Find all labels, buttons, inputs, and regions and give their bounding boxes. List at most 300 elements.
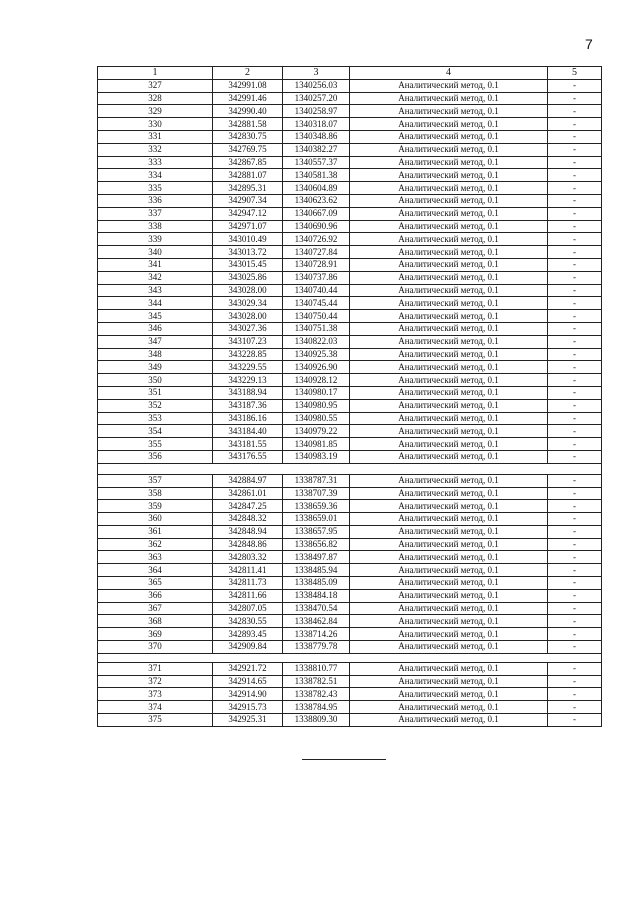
cell-coord-y: 1340822.03 bbox=[283, 335, 350, 348]
table-row bbox=[98, 220, 602, 233]
group-separator-cell bbox=[98, 653, 602, 662]
table-row bbox=[98, 714, 602, 727]
cell-method-accuracy: Аналитический метод, 0.1 bbox=[350, 412, 548, 425]
group-separator-row bbox=[98, 653, 602, 662]
cell-method-accuracy: Аналитический метод, 0.1 bbox=[350, 258, 548, 271]
cell-note: - bbox=[548, 79, 602, 92]
cell-note: - bbox=[548, 130, 602, 143]
cell-note: - bbox=[548, 714, 602, 727]
cell-note: - bbox=[548, 438, 602, 451]
cell-coord-y: 1338657.95 bbox=[283, 525, 350, 538]
cell-point-number: 368 bbox=[98, 615, 213, 628]
cell-method-accuracy: Аналитический метод, 0.1 bbox=[350, 688, 548, 701]
table-row bbox=[98, 641, 602, 654]
table-header bbox=[98, 67, 602, 80]
cell-point-number: 373 bbox=[98, 688, 213, 701]
cell-coord-x: 342971.07 bbox=[213, 220, 283, 233]
cell-coord-y: 1338714.26 bbox=[283, 628, 350, 641]
cell-method-accuracy: Аналитический метод, 0.1 bbox=[350, 641, 548, 654]
cell-coord-x: 343229.13 bbox=[213, 374, 283, 387]
cell-point-number: 346 bbox=[98, 322, 213, 335]
cell-note: - bbox=[548, 105, 602, 118]
cell-method-accuracy: Аналитический метод, 0.1 bbox=[350, 143, 548, 156]
cell-point-number: 354 bbox=[98, 425, 213, 438]
cell-method-accuracy: Аналитический метод, 0.1 bbox=[350, 714, 548, 727]
table-row bbox=[98, 628, 602, 641]
cell-point-number: 361 bbox=[98, 525, 213, 538]
cell-coord-y: 1338470.54 bbox=[283, 602, 350, 615]
cell-coord-x: 343187.36 bbox=[213, 399, 283, 412]
cell-point-number: 345 bbox=[98, 310, 213, 323]
cell-method-accuracy: Аналитический метод, 0.1 bbox=[350, 551, 548, 564]
cell-coord-y: 1338707.39 bbox=[283, 487, 350, 500]
cell-note: - bbox=[548, 322, 602, 335]
table-row bbox=[98, 233, 602, 246]
cell-coord-y: 1338782.43 bbox=[283, 688, 350, 701]
cell-coord-y: 1340348.86 bbox=[283, 130, 350, 143]
cell-note: - bbox=[548, 577, 602, 590]
cell-coord-x: 342881.58 bbox=[213, 118, 283, 131]
cell-coord-x: 342848.94 bbox=[213, 525, 283, 538]
cell-note: - bbox=[548, 513, 602, 526]
table-row bbox=[98, 143, 602, 156]
cell-point-number: 334 bbox=[98, 169, 213, 182]
cell-coord-x: 342807.05 bbox=[213, 602, 283, 615]
cell-coord-y: 1340257.20 bbox=[283, 92, 350, 105]
cell-method-accuracy: Аналитический метод, 0.1 bbox=[350, 425, 548, 438]
cell-point-number: 352 bbox=[98, 399, 213, 412]
group-separator-row bbox=[98, 463, 602, 474]
cell-method-accuracy: Аналитический метод, 0.1 bbox=[350, 513, 548, 526]
cell-coord-y: 1338484.18 bbox=[283, 589, 350, 602]
cell-coord-x: 343015.45 bbox=[213, 258, 283, 271]
cell-coord-y: 1338809.30 bbox=[283, 714, 350, 727]
cell-coord-x: 343010.49 bbox=[213, 233, 283, 246]
cell-point-number: 356 bbox=[98, 450, 213, 463]
cell-coord-x: 342895.31 bbox=[213, 182, 283, 195]
cell-coord-y: 1340256.03 bbox=[283, 79, 350, 92]
cell-note: - bbox=[548, 538, 602, 551]
cell-point-number: 350 bbox=[98, 374, 213, 387]
table-row bbox=[98, 602, 602, 615]
cell-method-accuracy: Аналитический метод, 0.1 bbox=[350, 130, 548, 143]
cell-point-number: 327 bbox=[98, 79, 213, 92]
cell-coord-y: 1340926.90 bbox=[283, 361, 350, 374]
table-row bbox=[98, 662, 602, 675]
cell-coord-y: 1340667.09 bbox=[283, 207, 350, 220]
cell-coord-x: 343028.00 bbox=[213, 284, 283, 297]
cell-point-number: 331 bbox=[98, 130, 213, 143]
table-row bbox=[98, 412, 602, 425]
cell-coord-y: 1340581.38 bbox=[283, 169, 350, 182]
cell-coord-x: 342925.31 bbox=[213, 714, 283, 727]
table-row bbox=[98, 399, 602, 412]
cell-coord-y: 1340980.95 bbox=[283, 399, 350, 412]
cell-coord-x: 342848.32 bbox=[213, 513, 283, 526]
cell-coord-x: 342915.73 bbox=[213, 701, 283, 714]
header-col-2: 2 bbox=[213, 67, 283, 80]
cell-method-accuracy: Аналитический метод, 0.1 bbox=[350, 169, 548, 182]
cell-point-number: 342 bbox=[98, 271, 213, 284]
table-row bbox=[98, 577, 602, 590]
cell-method-accuracy: Аналитический метод, 0.1 bbox=[350, 105, 548, 118]
cell-method-accuracy: Аналитический метод, 0.1 bbox=[350, 500, 548, 513]
table-row bbox=[98, 118, 602, 131]
cell-coord-x: 342811.41 bbox=[213, 564, 283, 577]
cell-coord-y: 1340382.27 bbox=[283, 143, 350, 156]
cell-coord-y: 1340925.38 bbox=[283, 348, 350, 361]
cell-method-accuracy: Аналитический метод, 0.1 bbox=[350, 374, 548, 387]
cell-coord-y: 1338810.77 bbox=[283, 662, 350, 675]
cell-coord-x: 342909.84 bbox=[213, 641, 283, 654]
cell-method-accuracy: Аналитический метод, 0.1 bbox=[350, 322, 548, 335]
cell-note: - bbox=[548, 297, 602, 310]
cell-coord-x: 342921.72 bbox=[213, 662, 283, 675]
table-row bbox=[98, 130, 602, 143]
cell-point-number: 358 bbox=[98, 487, 213, 500]
cell-method-accuracy: Аналитический метод, 0.1 bbox=[350, 628, 548, 641]
cell-note: - bbox=[548, 688, 602, 701]
cell-method-accuracy: Аналитический метод, 0.1 bbox=[350, 675, 548, 688]
cell-point-number: 375 bbox=[98, 714, 213, 727]
cell-coord-y: 1340751.38 bbox=[283, 322, 350, 335]
cell-method-accuracy: Аналитический метод, 0.1 bbox=[350, 474, 548, 487]
cell-coord-y: 1338779.78 bbox=[283, 641, 350, 654]
cell-note: - bbox=[548, 220, 602, 233]
cell-coord-x: 342947.12 bbox=[213, 207, 283, 220]
table-row bbox=[98, 105, 602, 118]
cell-note: - bbox=[548, 156, 602, 169]
cell-method-accuracy: Аналитический метод, 0.1 bbox=[350, 220, 548, 233]
cell-note: - bbox=[548, 662, 602, 675]
table-row bbox=[98, 474, 602, 487]
cell-point-number: 336 bbox=[98, 194, 213, 207]
cell-note: - bbox=[548, 525, 602, 538]
cell-point-number: 349 bbox=[98, 361, 213, 374]
cell-point-number: 333 bbox=[98, 156, 213, 169]
cell-note: - bbox=[548, 374, 602, 387]
cell-note: - bbox=[548, 143, 602, 156]
cell-point-number: 364 bbox=[98, 564, 213, 577]
cell-coord-x: 343181.55 bbox=[213, 438, 283, 451]
cell-method-accuracy: Аналитический метод, 0.1 bbox=[350, 284, 548, 297]
cell-coord-x: 343028.00 bbox=[213, 310, 283, 323]
cell-coord-x: 343029.34 bbox=[213, 297, 283, 310]
header-col-3: 3 bbox=[283, 67, 350, 80]
cell-coord-x: 343184.40 bbox=[213, 425, 283, 438]
cell-method-accuracy: Аналитический метод, 0.1 bbox=[350, 335, 548, 348]
cell-note: - bbox=[548, 641, 602, 654]
cell-note: - bbox=[548, 425, 602, 438]
cell-point-number: 329 bbox=[98, 105, 213, 118]
cell-note: - bbox=[548, 310, 602, 323]
cell-point-number: 360 bbox=[98, 513, 213, 526]
cell-coord-y: 1340740.44 bbox=[283, 284, 350, 297]
cell-point-number: 343 bbox=[98, 284, 213, 297]
table-row bbox=[98, 438, 602, 451]
cell-coord-y: 1338656.82 bbox=[283, 538, 350, 551]
cell-coord-x: 343013.72 bbox=[213, 246, 283, 259]
table-row bbox=[98, 322, 602, 335]
end-divider bbox=[302, 759, 386, 760]
cell-method-accuracy: Аналитический метод, 0.1 bbox=[350, 701, 548, 714]
cell-coord-x: 342884.97 bbox=[213, 474, 283, 487]
cell-coord-y: 1340557.37 bbox=[283, 156, 350, 169]
table-row bbox=[98, 284, 602, 297]
cell-coord-x: 342914.90 bbox=[213, 688, 283, 701]
cell-point-number: 362 bbox=[98, 538, 213, 551]
cell-method-accuracy: Аналитический метод, 0.1 bbox=[350, 386, 548, 399]
cell-point-number: 351 bbox=[98, 386, 213, 399]
table-row bbox=[98, 450, 602, 463]
table-row bbox=[98, 297, 602, 310]
cell-note: - bbox=[548, 246, 602, 259]
table-row bbox=[98, 156, 602, 169]
cell-coord-x: 342881.07 bbox=[213, 169, 283, 182]
cell-note: - bbox=[548, 194, 602, 207]
cell-coord-y: 1340980.55 bbox=[283, 412, 350, 425]
cell-point-number: 348 bbox=[98, 348, 213, 361]
group-separator-cell bbox=[98, 463, 602, 474]
cell-coord-x: 343025.86 bbox=[213, 271, 283, 284]
table-row bbox=[98, 169, 602, 182]
cell-method-accuracy: Аналитический метод, 0.1 bbox=[350, 615, 548, 628]
cell-note: - bbox=[548, 615, 602, 628]
cell-coord-y: 1340728.91 bbox=[283, 258, 350, 271]
cell-point-number: 371 bbox=[98, 662, 213, 675]
cell-coord-x: 342990.40 bbox=[213, 105, 283, 118]
table-row bbox=[98, 688, 602, 701]
cell-point-number: 341 bbox=[98, 258, 213, 271]
cell-coord-x: 342907.34 bbox=[213, 194, 283, 207]
cell-point-number: 372 bbox=[98, 675, 213, 688]
table-row bbox=[98, 513, 602, 526]
cell-coord-x: 342803.32 bbox=[213, 551, 283, 564]
cell-method-accuracy: Аналитический метод, 0.1 bbox=[350, 525, 548, 538]
cell-point-number: 357 bbox=[98, 474, 213, 487]
cell-note: - bbox=[548, 258, 602, 271]
cell-coord-y: 1338462.84 bbox=[283, 615, 350, 628]
cell-point-number: 370 bbox=[98, 641, 213, 654]
cell-note: - bbox=[548, 335, 602, 348]
cell-method-accuracy: Аналитический метод, 0.1 bbox=[350, 233, 548, 246]
cell-note: - bbox=[548, 500, 602, 513]
cell-point-number: 344 bbox=[98, 297, 213, 310]
table-row bbox=[98, 538, 602, 551]
cell-method-accuracy: Аналитический метод, 0.1 bbox=[350, 79, 548, 92]
table-row bbox=[98, 615, 602, 628]
cell-method-accuracy: Аналитический метод, 0.1 bbox=[350, 297, 548, 310]
cell-coord-y: 1338659.01 bbox=[283, 513, 350, 526]
cell-coord-x: 342830.55 bbox=[213, 615, 283, 628]
cell-note: - bbox=[548, 701, 602, 714]
page-number: 7 bbox=[585, 36, 593, 52]
cell-coord-x: 342991.08 bbox=[213, 79, 283, 92]
table-row bbox=[98, 589, 602, 602]
cell-method-accuracy: Аналитический метод, 0.1 bbox=[350, 182, 548, 195]
cell-note: - bbox=[548, 207, 602, 220]
cell-point-number: 330 bbox=[98, 118, 213, 131]
cell-note: - bbox=[548, 271, 602, 284]
cell-point-number: 355 bbox=[98, 438, 213, 451]
cell-coord-y: 1340318.07 bbox=[283, 118, 350, 131]
coordinates-table bbox=[97, 66, 602, 727]
cell-coord-x: 342991.46 bbox=[213, 92, 283, 105]
cell-note: - bbox=[548, 589, 602, 602]
cell-note: - bbox=[548, 92, 602, 105]
cell-note: - bbox=[548, 564, 602, 577]
cell-point-number: 367 bbox=[98, 602, 213, 615]
cell-method-accuracy: Аналитический метод, 0.1 bbox=[350, 194, 548, 207]
cell-method-accuracy: Аналитический метод, 0.1 bbox=[350, 564, 548, 577]
cell-note: - bbox=[548, 233, 602, 246]
cell-point-number: 366 bbox=[98, 589, 213, 602]
cell-method-accuracy: Аналитический метод, 0.1 bbox=[350, 577, 548, 590]
cell-coord-y: 1338659.36 bbox=[283, 500, 350, 513]
table-row bbox=[98, 92, 602, 105]
cell-note: - bbox=[548, 551, 602, 564]
table-row bbox=[98, 425, 602, 438]
cell-note: - bbox=[548, 474, 602, 487]
cell-note: - bbox=[548, 412, 602, 425]
cell-method-accuracy: Аналитический метод, 0.1 bbox=[350, 156, 548, 169]
cell-method-accuracy: Аналитический метод, 0.1 bbox=[350, 310, 548, 323]
cell-coord-x: 343176.55 bbox=[213, 450, 283, 463]
table-row bbox=[98, 564, 602, 577]
cell-method-accuracy: Аналитический метод, 0.1 bbox=[350, 399, 548, 412]
cell-coord-y: 1340980.17 bbox=[283, 386, 350, 399]
table-row bbox=[98, 386, 602, 399]
cell-coord-y: 1338787.31 bbox=[283, 474, 350, 487]
cell-coord-y: 1340979.22 bbox=[283, 425, 350, 438]
cell-point-number: 328 bbox=[98, 92, 213, 105]
table-row bbox=[98, 500, 602, 513]
cell-coord-y: 1340258.97 bbox=[283, 105, 350, 118]
cell-coord-y: 1340750.44 bbox=[283, 310, 350, 323]
table-row bbox=[98, 361, 602, 374]
cell-coord-y: 1340981.85 bbox=[283, 438, 350, 451]
table-row bbox=[98, 525, 602, 538]
cell-note: - bbox=[548, 602, 602, 615]
cell-point-number: 347 bbox=[98, 335, 213, 348]
cell-point-number: 363 bbox=[98, 551, 213, 564]
cell-note: - bbox=[548, 361, 602, 374]
cell-coord-y: 1340623.62 bbox=[283, 194, 350, 207]
cell-coord-y: 1338782.51 bbox=[283, 675, 350, 688]
cell-method-accuracy: Аналитический метод, 0.1 bbox=[350, 450, 548, 463]
header-col-4: 4 bbox=[350, 67, 548, 80]
table-row bbox=[98, 487, 602, 500]
table-row bbox=[98, 310, 602, 323]
table-row bbox=[98, 79, 602, 92]
cell-coord-y: 1340727.84 bbox=[283, 246, 350, 259]
cell-coord-x: 342811.73 bbox=[213, 577, 283, 590]
cell-point-number: 369 bbox=[98, 628, 213, 641]
table-row bbox=[98, 348, 602, 361]
cell-coord-y: 1340928.12 bbox=[283, 374, 350, 387]
cell-coord-y: 1338485.09 bbox=[283, 577, 350, 590]
cell-method-accuracy: Аналитический метод, 0.1 bbox=[350, 207, 548, 220]
cell-coord-x: 343228.85 bbox=[213, 348, 283, 361]
table-row bbox=[98, 194, 602, 207]
table-row bbox=[98, 182, 602, 195]
cell-method-accuracy: Аналитический метод, 0.1 bbox=[350, 487, 548, 500]
cell-coord-x: 343186.16 bbox=[213, 412, 283, 425]
table-row bbox=[98, 271, 602, 284]
table-row bbox=[98, 374, 602, 387]
cell-coord-y: 1340604.89 bbox=[283, 182, 350, 195]
cell-note: - bbox=[548, 386, 602, 399]
table-row bbox=[98, 551, 602, 564]
cell-coord-x: 343188.94 bbox=[213, 386, 283, 399]
cell-method-accuracy: Аналитический метод, 0.1 bbox=[350, 271, 548, 284]
cell-method-accuracy: Аналитический метод, 0.1 bbox=[350, 246, 548, 259]
cell-coord-y: 1340983.19 bbox=[283, 450, 350, 463]
cell-method-accuracy: Аналитический метод, 0.1 bbox=[350, 589, 548, 602]
cell-coord-x: 342867.85 bbox=[213, 156, 283, 169]
cell-method-accuracy: Аналитический метод, 0.1 bbox=[350, 438, 548, 451]
cell-coord-x: 342893.45 bbox=[213, 628, 283, 641]
cell-method-accuracy: Аналитический метод, 0.1 bbox=[350, 538, 548, 551]
cell-coord-x: 342830.75 bbox=[213, 130, 283, 143]
cell-coord-x: 343229.55 bbox=[213, 361, 283, 374]
cell-note: - bbox=[548, 118, 602, 131]
cell-point-number: 365 bbox=[98, 577, 213, 590]
cell-coord-x: 343107.23 bbox=[213, 335, 283, 348]
cell-method-accuracy: Аналитический метод, 0.1 bbox=[350, 361, 548, 374]
cell-note: - bbox=[548, 487, 602, 500]
cell-coord-x: 342861.01 bbox=[213, 487, 283, 500]
cell-coord-y: 1338784.95 bbox=[283, 701, 350, 714]
cell-coord-x: 343027.36 bbox=[213, 322, 283, 335]
cell-note: - bbox=[548, 450, 602, 463]
cell-note: - bbox=[548, 284, 602, 297]
cell-coord-x: 342769.75 bbox=[213, 143, 283, 156]
table-row bbox=[98, 207, 602, 220]
cell-method-accuracy: Аналитический метод, 0.1 bbox=[350, 602, 548, 615]
cell-point-number: 353 bbox=[98, 412, 213, 425]
table-row bbox=[98, 335, 602, 348]
cell-note: - bbox=[548, 628, 602, 641]
cell-point-number: 359 bbox=[98, 500, 213, 513]
cell-coord-y: 1340726.92 bbox=[283, 233, 350, 246]
cell-note: - bbox=[548, 169, 602, 182]
header-col-1: 1 bbox=[98, 67, 213, 80]
cell-point-number: 335 bbox=[98, 182, 213, 195]
table-row bbox=[98, 246, 602, 259]
table-body bbox=[98, 79, 602, 726]
header-col-5: 5 bbox=[548, 67, 602, 80]
cell-method-accuracy: Аналитический метод, 0.1 bbox=[350, 92, 548, 105]
cell-coord-y: 1338485.94 bbox=[283, 564, 350, 577]
cell-point-number: 332 bbox=[98, 143, 213, 156]
cell-method-accuracy: Аналитический метод, 0.1 bbox=[350, 662, 548, 675]
cell-method-accuracy: Аналитический метод, 0.1 bbox=[350, 118, 548, 131]
cell-coord-y: 1340737.86 bbox=[283, 271, 350, 284]
cell-coord-x: 342847.25 bbox=[213, 500, 283, 513]
cell-point-number: 339 bbox=[98, 233, 213, 246]
table-row bbox=[98, 701, 602, 714]
cell-coord-y: 1338497.87 bbox=[283, 551, 350, 564]
header-row bbox=[98, 67, 602, 80]
cell-point-number: 374 bbox=[98, 701, 213, 714]
cell-point-number: 338 bbox=[98, 220, 213, 233]
cell-note: - bbox=[548, 399, 602, 412]
table-row bbox=[98, 675, 602, 688]
cell-coord-y: 1340745.44 bbox=[283, 297, 350, 310]
cell-coord-x: 342848.86 bbox=[213, 538, 283, 551]
cell-note: - bbox=[548, 182, 602, 195]
